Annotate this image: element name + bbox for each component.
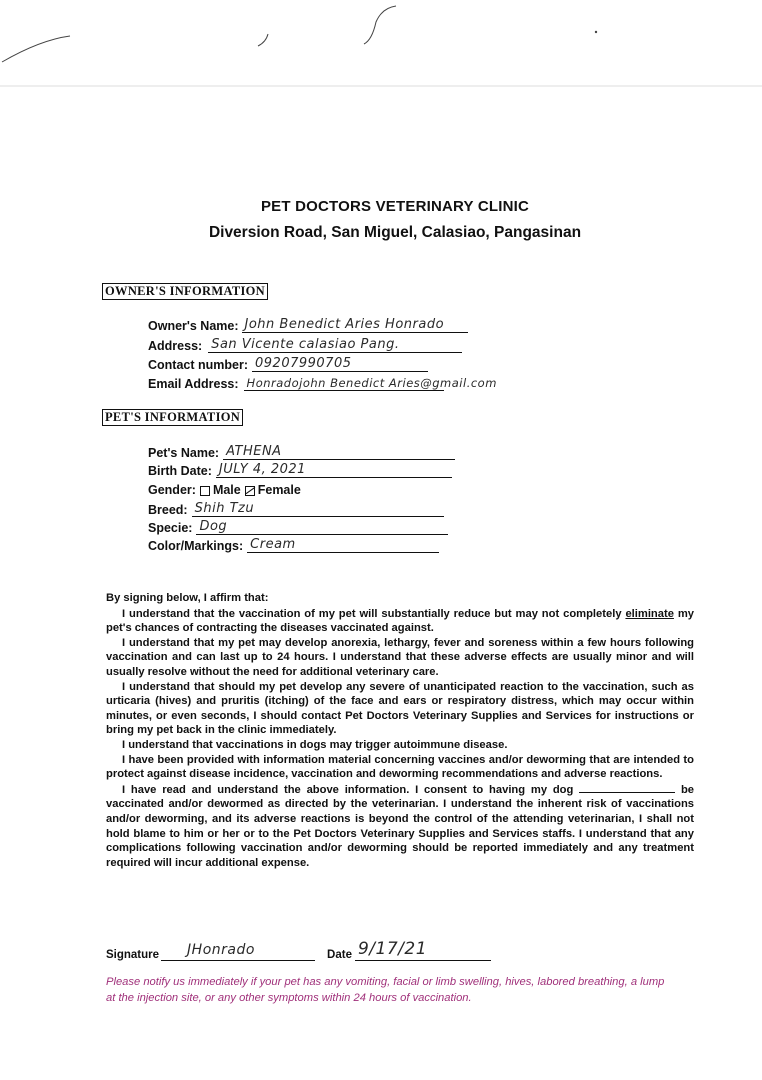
pet-birth-label: Birth Date: xyxy=(148,464,212,478)
owner-contact-value: 09207990705 xyxy=(255,356,352,371)
pet-name-row xyxy=(148,445,455,460)
gender-female-label: Female xyxy=(257,483,301,497)
clinic-name: PET DOCTORS VETERINARY CLINIC xyxy=(260,198,530,215)
pet-breed-row xyxy=(148,502,444,517)
consent-paragraph-6 xyxy=(106,782,694,871)
pet-color-field[interactable] xyxy=(247,538,439,553)
clinic-address: Diversion Road, San Miguel, Calasiao, Pangasinan xyxy=(208,224,582,241)
owner-address-value: San Vicente calasiao Pang. xyxy=(211,337,400,352)
signature-value: JHonrado xyxy=(187,942,255,958)
consent-lead: By signing below, I affirm that: xyxy=(106,592,269,604)
consent-paragraph-3: I understand that should my pet develop any severe of unanticipated reaction to the vaccination, such as urticaria (hives) and pruritis (itching) of the face and ears or respiratory distress, which may occur within minutes, or even seconds, I should contact Pet Doctors Veterinary Supplies and Services for instructions or bring my pet back in the clinic immediately. xyxy=(106,680,694,737)
consent-paragraph-1 xyxy=(106,607,694,636)
consent-p1-text-a: I understand that the vaccination of my pet will substantially reduce but may not completely xyxy=(122,607,626,620)
date-label: Date xyxy=(327,949,352,961)
pet-name-field[interactable] xyxy=(223,445,455,460)
gender-male-checkbox[interactable] xyxy=(200,486,210,496)
pet-specie-field[interactable] xyxy=(196,520,448,535)
post-vaccination-warning: Please notify us immediately if your pet has any vomiting, facial or limb swelling, hives, labored breathing, a lump at the injection site, or any other symptoms within 24 hours of vaccination. xyxy=(106,976,665,1004)
consent-p6-text-a: I have read and understand the above information. I consent to having my dog xyxy=(122,783,580,796)
consent-statement xyxy=(106,591,694,870)
pet-name-label: Pet's Name: xyxy=(148,446,220,460)
consent-p1-underlined: eliminate xyxy=(625,607,674,620)
owner-name-label: Owner's Name: xyxy=(148,319,239,333)
pet-color-label: Color/Markings: xyxy=(148,539,244,553)
consent-paragraph-2: I understand that my pet may develop anorexia, lethargy, fever and soreness within a few hours following vaccination and can last up to 24 hours. I understand that these adverse effects are usually minor and will usually resolve without the need for additional veterinary care. xyxy=(106,636,694,678)
owner-email-value: Honradojohn Benedict Aries@gmail.com xyxy=(246,376,497,390)
pet-gender-row xyxy=(148,483,301,497)
consent-paragraph-4: I understand that vaccinations in dogs may trigger autoimmune disease. xyxy=(122,738,508,751)
date-field[interactable] xyxy=(355,940,491,961)
owner-section-heading: OWNER'S INFORMATION xyxy=(102,283,268,300)
gender-male-label: Male xyxy=(212,483,241,497)
pet-specie-value: Dog xyxy=(199,519,228,534)
signature-field[interactable] xyxy=(161,940,315,961)
pet-section-heading: PET'S INFORMATION xyxy=(102,409,243,426)
owner-name-row xyxy=(148,318,468,333)
pet-birth-row xyxy=(148,463,452,478)
pet-breed-label: Breed: xyxy=(148,503,188,517)
owner-address-label: Address: xyxy=(148,339,203,353)
signature-row xyxy=(106,940,491,961)
owner-email-label: Email Address: xyxy=(148,377,239,391)
pet-breed-value: Shih Tzu xyxy=(194,501,255,516)
scan-artifact-marks xyxy=(0,0,762,90)
pet-name-value: ATHENA xyxy=(226,444,282,459)
consent-paragraph-5: I have been provided with information material concerning vaccines and/or deworming that are intended to protect against disease incidence, vaccination and deworming recommendations and adverse reactions. xyxy=(106,753,694,781)
owner-name-field[interactable] xyxy=(242,318,468,333)
owner-email-row xyxy=(148,376,497,391)
owner-contact-field[interactable] xyxy=(252,357,428,372)
signature-label: Signature xyxy=(106,949,160,961)
pet-color-value: Cream xyxy=(250,537,296,552)
owner-contact-row xyxy=(148,357,428,372)
owner-name-value: John Benedict Aries Honrado xyxy=(244,317,445,332)
owner-contact-label: Contact number: xyxy=(148,358,248,372)
dog-name-blank[interactable] xyxy=(579,782,675,793)
consent-p1-text-b: my pet's chances of contracting the diseases vaccinated against. xyxy=(106,607,694,635)
pet-color-row xyxy=(148,538,439,553)
pet-breed-field[interactable] xyxy=(192,502,444,517)
consent-p6-text-b: be vaccinated and/or dewormed as directed by the veterinarian. I understand the inherent risk of vaccinations and/or deworming, and its adverse reactions is beyond the control of the attending veterinarian, I shall not hold blame to him or her or to the Pet Doctors Veterinary Supplies and Services staffs. I understand that any complications following vaccination and/or deworming should be reported immediately and any treatment required will incur additional expense. xyxy=(106,783,695,869)
gender-female-checkbox[interactable] xyxy=(245,486,255,496)
pet-gender-label: Gender: xyxy=(148,483,196,497)
pet-specie-row xyxy=(148,520,448,535)
owner-address-row xyxy=(148,338,462,353)
owner-email-field[interactable] xyxy=(244,376,497,391)
owner-address-field[interactable] xyxy=(208,338,462,353)
pet-birth-value: JULY 4, 2021 xyxy=(218,462,306,477)
pet-birth-field[interactable] xyxy=(216,463,452,478)
pet-specie-label: Specie: xyxy=(148,521,193,535)
date-value: 9/17/21 xyxy=(357,939,428,959)
